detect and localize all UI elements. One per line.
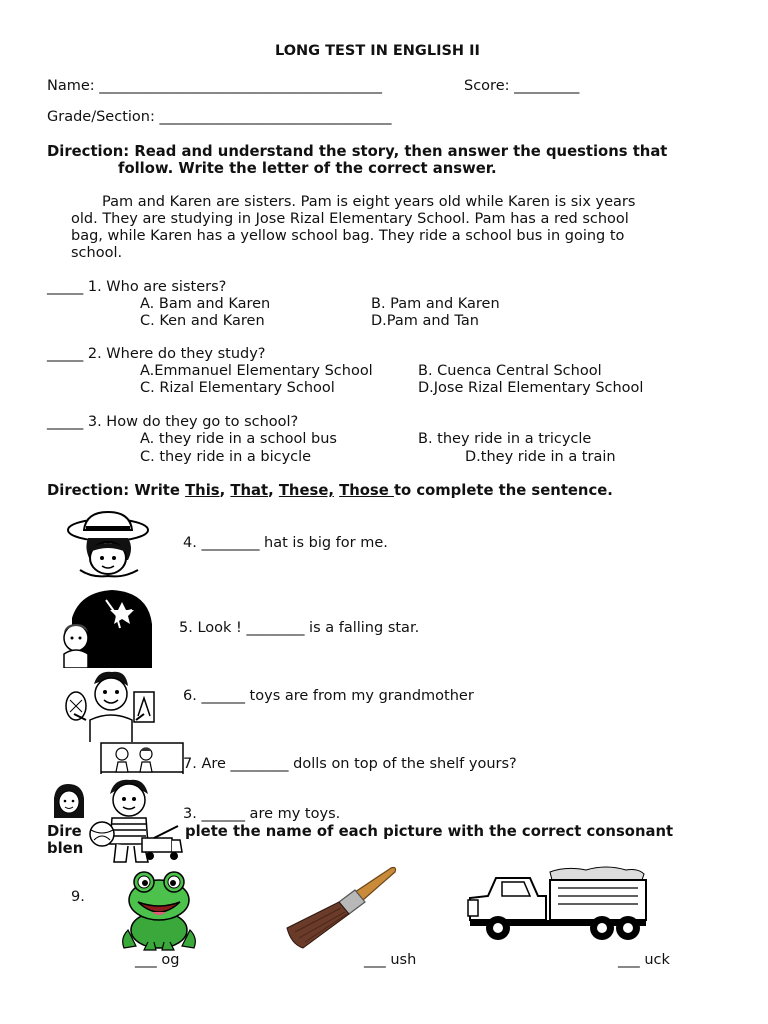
choice-b: B. Cuenca Central School (418, 363, 602, 379)
choice-a: A. they ride in a school bus (140, 431, 337, 447)
direction-blends: plete the name of each picture with the correct consonant (185, 823, 674, 840)
choice-d: D.Jose Rizal Elementary School (418, 380, 644, 396)
frog-picture (118, 868, 200, 952)
choice-d: D.they ride in a train (465, 449, 616, 465)
direction-blends-line2: blen (47, 840, 84, 857)
sentence-7: 7. Are ________ dolls on top of the shelf yours? (183, 756, 517, 772)
word-those: Those (339, 482, 394, 499)
separator: , (219, 482, 231, 499)
boy-with-toys-picture (64, 670, 158, 742)
story-line: Pam and Karen are sisters. Pam is eight years old while Karen is six years (102, 194, 636, 210)
sentence-5: 5. Look ! ________ is a falling star. (179, 620, 420, 636)
choice-a: A. Bam and Karen (140, 296, 271, 312)
choice-c: C. Rizal Elementary School (140, 380, 335, 396)
choice-c: C. they ride in a bicycle (140, 449, 312, 465)
girls-picture (52, 782, 86, 818)
score-field: Score: _________ (464, 78, 580, 94)
grade-section-field: Grade/Section: ________________________________ (47, 109, 392, 125)
word-this: This (185, 482, 220, 499)
choice-a: A.Emmanuel Elementary School (140, 363, 373, 379)
direction-reading-line2: follow. Write the letter of the correct answer. (118, 160, 497, 177)
word-these: These, (278, 482, 334, 499)
story-line: school. (71, 245, 123, 261)
hat-boy-picture (62, 508, 156, 580)
direction-reading: Direction: Read and understand the story, then answer the questions that (47, 143, 668, 160)
choice-b: B. they ride in a tricycle (418, 431, 592, 447)
boy-ball-truck-picture (84, 774, 184, 866)
direction-blends-left: Dire (47, 823, 82, 840)
sentence-6: 6. ______ toys are from my grandmother (183, 688, 474, 704)
question-stem: _____ 3. How do they go to school? (47, 414, 299, 430)
paint-brush-picture (283, 862, 399, 952)
word-that: That (230, 482, 269, 499)
direction-suffix: to complete the sentence. (393, 482, 613, 499)
choice-b: B. Pam and Karen (371, 296, 500, 312)
question-stem: _____ 1. Who are sisters? (47, 279, 227, 295)
direction-prefix: Direction: Write (47, 482, 186, 499)
falling-star-picture (60, 588, 154, 668)
sentence-4: 4. ________ hat is big for me. (183, 535, 388, 551)
page-title: LONG TEST IN ENGLISH II (275, 43, 480, 59)
story-line: old. They are studying in Jose Rizal Elementary School. Pam has a red school (71, 211, 629, 227)
name-field: Name: _______________________________________ (47, 78, 383, 94)
blank-brush: ___ ush (364, 952, 417, 968)
blank-frog: ___ og (135, 952, 180, 968)
sentence-8: 3. ______ are my toys. (183, 806, 341, 822)
dump-truck-picture (466, 862, 652, 944)
story-line: bag, while Karen has a yellow school bag. They ride a school bus in going to (71, 228, 625, 244)
choice-d: D.Pam and Tan (371, 313, 479, 329)
separator: , (268, 482, 279, 499)
blank-truck: ___ uck (618, 952, 670, 968)
item-number-9: 9. (71, 889, 85, 905)
direction-demonstratives (47, 482, 613, 499)
choice-c: C. Ken and Karen (140, 313, 265, 329)
question-stem: _____ 2. Where do they study? (47, 346, 266, 362)
